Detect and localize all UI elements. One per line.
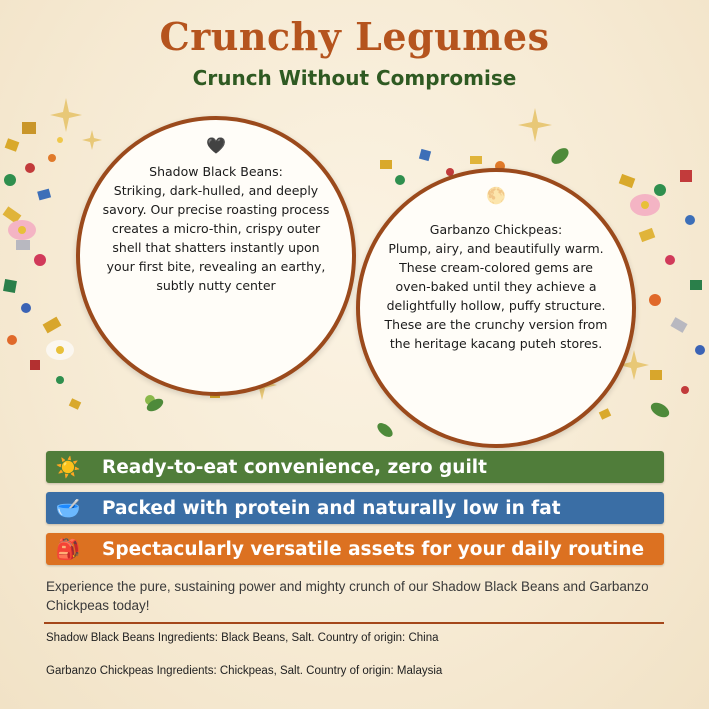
- page-subtitle: Crunch Without Compromise: [192, 66, 517, 90]
- page-title: Crunchy Legumes: [159, 14, 550, 59]
- bowl-icon: 🥣: [55, 497, 81, 520]
- backpack-icon: 🎒: [55, 538, 81, 561]
- black-heart-icon: 🖤: [206, 138, 226, 155]
- black-beans-card: [76, 116, 356, 396]
- black-beans-description: [100, 162, 332, 295]
- benefit-text: Packed with protein and naturally low in fat: [102, 497, 561, 519]
- full-moon-icon: 🌕: [486, 188, 506, 205]
- divider: [44, 622, 664, 624]
- benefit-text: Ready-to-eat convenience, zero guilt: [102, 456, 487, 478]
- benefit-text: Spectacularly versatile assets for your daily routine: [102, 538, 645, 560]
- black-beans-heading: Shadow Black Beans:: [149, 164, 283, 179]
- benefit-bar-protein: [46, 492, 664, 524]
- benefit-bar-convenience: [46, 451, 664, 483]
- chickpeas-description: [382, 220, 610, 353]
- chickpeas-body: Plump, airy, and beautifully warm. These cream-colored gems are oven-baked until they achieve a delightfully hollow, puffy structure. These are the crunchy version from the heritage kacang puteh stores.: [384, 241, 608, 351]
- black-beans-body: Striking, dark-hulled, and deeply savory. Our precise roasting process creates a micro-thin, crispy outer shell that shatters instantly upon your first bite, revealing an earthy, subtly nutty center: [102, 183, 330, 293]
- closing-statement: Experience the pure, sustaining power and mighty crunch of our Shadow Black Beans and Garbanzo Chickpeas today!: [46, 579, 649, 613]
- benefit-bar-versatile: [46, 533, 664, 565]
- chickpeas-heading: Garbanzo Chickpeas:: [429, 222, 563, 237]
- black-beans-ingredients: Shadow Black Beans Ingredients: Black Beans, Salt. Country of origin: China: [46, 632, 439, 644]
- chickpeas-card: [356, 168, 636, 448]
- sun-icon: ☀️: [55, 456, 81, 479]
- chickpeas-ingredients: Garbanzo Chickpeas Ingredients: Chickpeas, Salt. Country of origin: Malaysia: [46, 665, 443, 677]
